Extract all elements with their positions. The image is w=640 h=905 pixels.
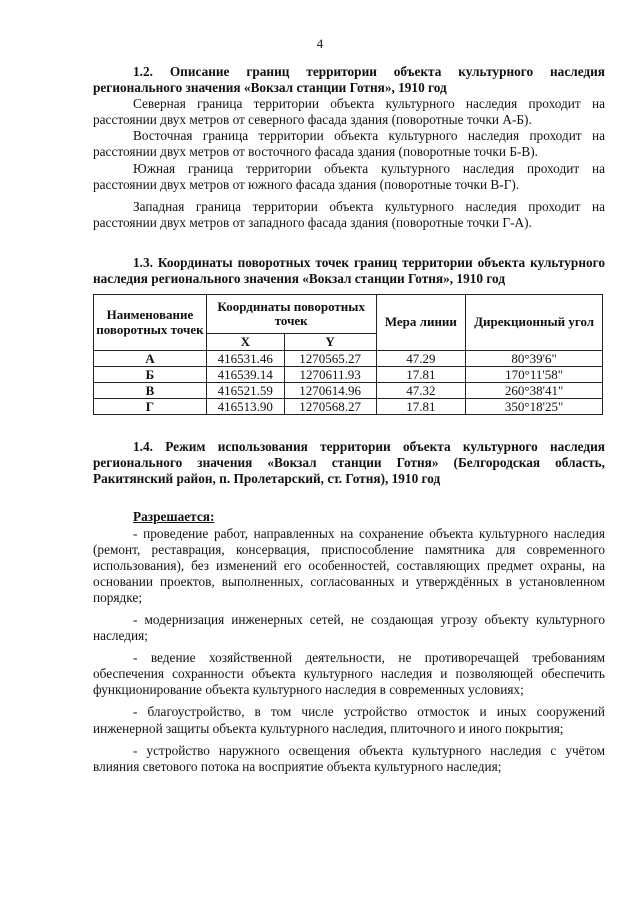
measure-cell: 17.81: [376, 367, 466, 383]
header-measure: Мера линии: [376, 295, 466, 351]
south-boundary-paragraph: Южная граница территории объекта культурного наследия проходит на расстоянии двух метров от южного фасада здания (поворотные точки В-Г).: [93, 160, 605, 192]
x-cell: 416539.14: [206, 367, 284, 383]
west-boundary-paragraph: Западная граница территории объекта культурного наследия проходит на расстоянии двух метров от западного фасада здания (поворотные точки Г-А).: [93, 198, 605, 230]
measure-cell: 17.81: [376, 399, 466, 415]
section-1-2-heading: 1.2. Описание границ территории объекта культурного наследия регионального значения «Вокзал станции Готня», 1910 год: [93, 64, 605, 96]
allowed-label: Разрешается:: [133, 509, 215, 525]
y-cell: 1270568.27: [284, 399, 376, 415]
point-cell: В: [94, 383, 207, 399]
table-row: [94, 351, 603, 367]
y-cell: 1270611.93: [284, 367, 376, 383]
y-cell: 1270565.27: [284, 351, 376, 367]
table-row: [94, 367, 603, 383]
measure-cell: 47.32: [376, 383, 466, 399]
angle-cell: 80°39'6": [466, 351, 603, 367]
section-1-4-heading: 1.4. Режим использования территории объекта культурного наследия регионального значения «Вокзал станции Готня» (Белгородская область, Ракитянский район, п. Пролетарский, ст. Готня), 1910 год: [93, 439, 605, 487]
allowed-item: - проведение работ, направленных на сохранение объекта культурного наследия (ремонт, реставрация, консервация, приспособление памятника для современного использования), без изменений его особенностей, составляющих предмет охраны, на основании проектов, выполненных, согласованных и утверждённых в установленном порядке;: [93, 525, 605, 605]
header-y: Y: [284, 334, 376, 351]
header-x: X: [206, 334, 284, 351]
table-row: [94, 383, 603, 399]
table-row: [94, 399, 603, 415]
point-cell: А: [94, 351, 207, 367]
measure-cell: 47.29: [376, 351, 466, 367]
page-number: 4: [316, 36, 324, 51]
x-cell: 416513.90: [206, 399, 284, 415]
header-point-name: Наименование поворотных точек: [94, 295, 207, 351]
angle-cell: 170°11'58": [466, 367, 603, 383]
x-cell: 416521.59: [206, 383, 284, 399]
allowed-item: - благоустройство, в том числе устройство отмосток и иных сооружений инженерной защиты объекта культурного наследия, плиточного и иного покрытия;: [93, 704, 605, 736]
y-cell: 1270614.96: [284, 383, 376, 399]
east-boundary-paragraph: Восточная граница территории объекта культурного наследия проходит на расстоянии двух метров от восточного фасада здания (поворотные точки Б-В).: [93, 128, 605, 160]
point-cell: Г: [94, 399, 207, 415]
angle-cell: 260°38'41": [466, 383, 603, 399]
header-angle: Дирекционный угол: [466, 295, 603, 351]
allowed-item: - модернизация инженерных сетей, не создающая угрозу объекту культурного наследия;: [93, 611, 605, 644]
x-cell: 416531.46: [206, 351, 284, 367]
header-coordinates: Координаты поворотных точек: [206, 295, 376, 334]
allowed-item: - ведение хозяйственной деятельности, не противоречащей требованиям обеспечения сохранности объекта культурного наследия и позволяющей обеспечить функционирование объекта культурного наследия в современных условиях;: [93, 650, 605, 698]
coordinates-table: [93, 294, 603, 415]
allowed-item: - устройство наружного освещения объекта культурного наследия с учётом влияния светового потока на восприятие объекта культурного наследия;: [93, 742, 605, 774]
document-content: [93, 64, 605, 775]
north-boundary-paragraph: Северная граница территории объекта культурного наследия проходит на расстоянии двух метров от северного фасада здания (поворотные точки А-Б).: [93, 96, 605, 128]
angle-cell: 350°18'25": [466, 399, 603, 415]
section-1-3-heading: 1.3. Координаты поворотных точек границ территории объекта культурного наследия регионального значения «Вокзал станции Готня», 1910 год: [93, 254, 605, 287]
point-cell: Б: [94, 367, 207, 383]
